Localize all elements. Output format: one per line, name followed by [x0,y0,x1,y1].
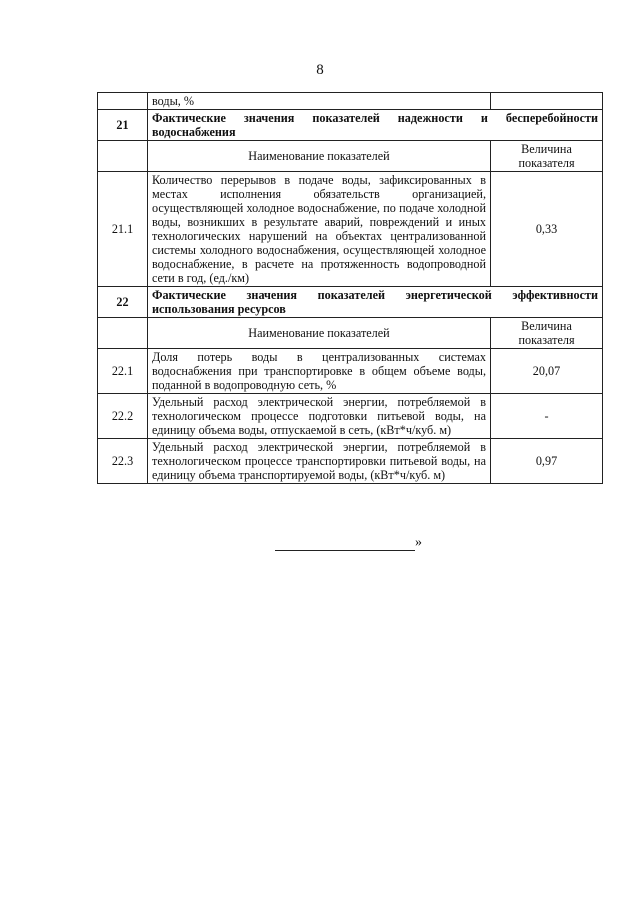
column-header-value: Величина показателя [491,318,603,349]
row-value: 0,33 [491,172,603,287]
column-header-value: Величина показателя [491,141,603,172]
section-header-row [98,110,603,141]
section-title [148,110,603,141]
continuation-text: воды, % [148,93,491,110]
table-row [98,394,603,439]
section-number: 22 [98,287,148,318]
indicators-table [97,92,603,484]
section-title-line1: Фактические значения показателей энергетической эффективности [152,288,598,302]
section-header-row [98,287,603,318]
row-number: 22.1 [98,349,148,394]
table-row [98,172,603,287]
closing-quote-mark: » [415,535,422,550]
section-number: 21 [98,110,148,141]
section-title-line2: использования ресурсов [152,302,286,316]
section-title-line2: водоснабжения [152,125,236,139]
section-title-line1: Фактические значения показателей надежности и бесперебойности [152,111,598,125]
column-header-name: Наименование показателей [148,141,491,172]
row-value: - [491,394,603,439]
column-header-row [98,141,603,172]
row-number: 22.3 [98,439,148,484]
signature-underline [275,538,415,551]
closing-line [275,535,422,551]
column-header-empty [98,141,148,172]
table-row [98,349,603,394]
row-value: 0,97 [491,439,603,484]
continuation-num-cell [98,93,148,110]
continuation-value-cell [491,93,603,110]
table-row-continuation [98,93,603,110]
table-row [98,439,603,484]
section-title [148,287,603,318]
row-number: 21.1 [98,172,148,287]
row-description: Удельный расход электрической энергии, потребляемой в технологическом процессе подготовки питьевой воды, на единицу объема воды, отпускаемой в сеть, (кВт*ч/куб. м) [148,394,491,439]
row-number: 22.2 [98,394,148,439]
column-header-empty [98,318,148,349]
page-number: 8 [316,62,324,78]
row-value: 20,07 [491,349,603,394]
column-header-row [98,318,603,349]
row-description: Количество перерывов в подаче воды, зафиксированных в местах исполнения обязательств организацией, осуществляющей холодное водоснабжение, по подаче холодной воды, возникших в результате аварий, повреждений и иных технологических нарушений на объектах централизованной системы холодного водоснабжения, осуществляющей холодное водоснабжение, в расчете на протяженность водопроводной сети в год, (ед./км) [148,172,491,287]
column-header-name: Наименование показателей [148,318,491,349]
row-description: Доля потерь воды в централизованных системах водоснабжения при транспортировке в общем объеме воды, поданной в водопроводную сеть, % [148,349,491,394]
row-description: Удельный расход электрической энергии, потребляемой в технологическом процессе транспортировки питьевой воды, на единицу объема транспортируемой воды, (кВт*ч/куб. м) [148,439,491,484]
